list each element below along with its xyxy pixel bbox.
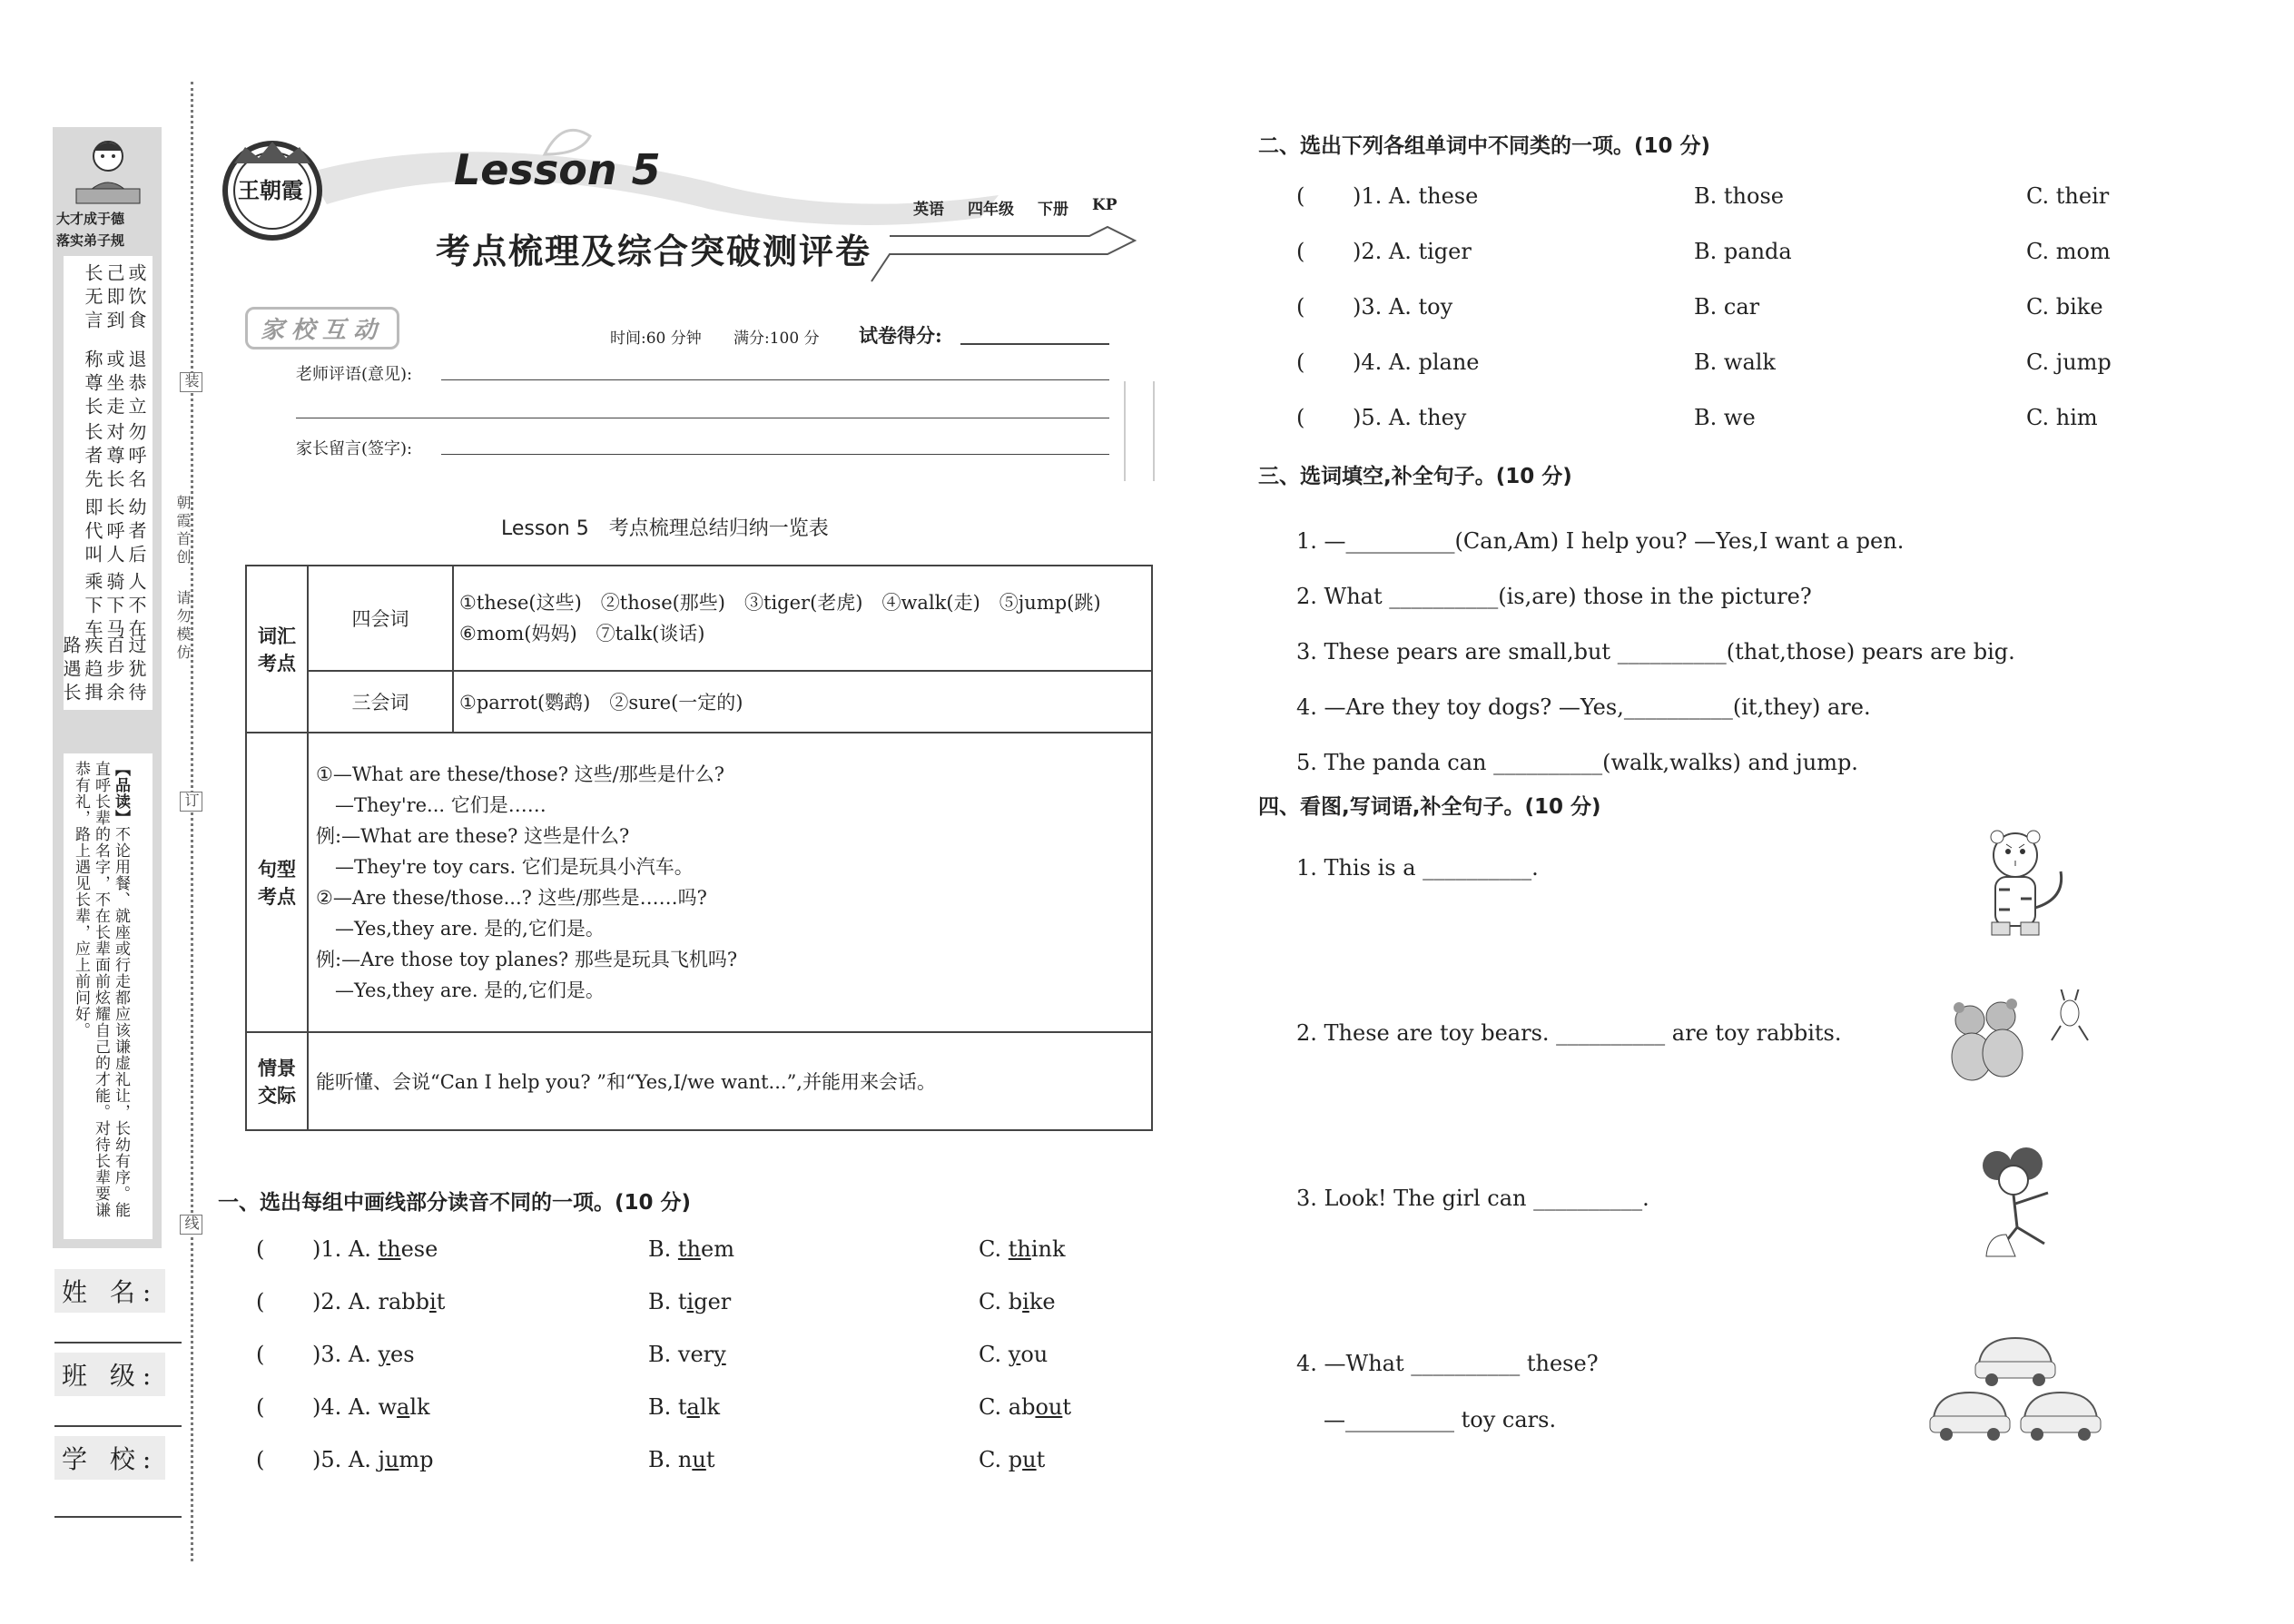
underlined-letters: i [686, 1289, 694, 1314]
question-row[interactable] [1296, 183, 2204, 239]
verse-column: 疾趋揖 [82, 635, 103, 706]
four-skill-label: 四会词 [308, 566, 453, 671]
underlined-letters: th [1008, 1236, 1031, 1262]
option: B. panda [1694, 239, 1792, 264]
option-text: es [390, 1342, 415, 1367]
option: )3. A. toy [1353, 294, 1453, 320]
option [979, 1342, 1048, 1367]
verse-column: 幼者后 [125, 497, 147, 568]
verse-column: 乘下车 [82, 572, 103, 643]
sentence-line: 例:—Are those toy planes? 那些是玩具飞机吗? [316, 949, 738, 970]
option-text: lk [699, 1394, 721, 1420]
option-text: ke [1029, 1289, 1056, 1314]
picture-item[interactable]: 4. —What __________ these? [1296, 1351, 1599, 1376]
option: )4. A. plane [1353, 349, 1480, 375]
picture-item[interactable]: 1. This is a __________. [1296, 855, 1539, 881]
running-girl-picture [1970, 1144, 2079, 1271]
fill-item[interactable]: 4. —Are they toy dogs? —Yes,__________(it,they) are. [1296, 694, 1871, 720]
option-text: ese [400, 1236, 438, 1262]
answer-bracket[interactable]: ( [256, 1394, 265, 1420]
situation-label: 情景交际 [258, 1057, 296, 1107]
option-text: C. [979, 1342, 1009, 1367]
underlined-letters: y [1008, 1342, 1021, 1367]
option [648, 1289, 731, 1314]
option-text: )1. A. [312, 1236, 379, 1262]
verse-columns-6 [60, 635, 147, 708]
situation-label-cell [246, 1032, 308, 1130]
full-score: 满分:100 分 [733, 330, 820, 348]
four-skill-cell [453, 566, 1152, 671]
vocab-label-cell [246, 566, 308, 733]
option-text: j [378, 1447, 385, 1472]
underlined-letters: a [686, 1394, 700, 1420]
option [312, 1236, 438, 1262]
underlined-letters: u [384, 1447, 399, 1472]
underlined-letters: a [397, 1394, 410, 1420]
option: C. bike [2026, 294, 2103, 320]
option: B. those [1694, 183, 1784, 209]
parent-message-label: 家长留言(签字): [296, 439, 413, 458]
verse-column: 或饮食 [125, 263, 147, 334]
option-text: )5. A. [312, 1447, 379, 1472]
verse-column: 或坐走 [103, 349, 125, 420]
margin-note: 朝霞首创 [174, 495, 192, 567]
tag-term: 下册 [1038, 201, 1068, 219]
option-text: t [705, 1447, 715, 1472]
underlined-letters: i [1022, 1289, 1029, 1314]
underlined-letters: ou [1035, 1394, 1063, 1420]
option [648, 1342, 726, 1367]
overview-table [245, 565, 1153, 1131]
section3-title: 三、选词填空,补全句子。(10 分) [1258, 465, 1572, 488]
option-text: t [1062, 1394, 1071, 1420]
verse-column: 称尊长 [82, 349, 103, 420]
decorative-bars [1124, 381, 1155, 481]
three-skill-words: ①parrot(鹦鹉) ②sure(一定的) [453, 671, 1152, 733]
section1-title: 一、选出每组中画线部分读音不同的一项。(10 分) [218, 1191, 692, 1215]
verse-column: 长呼人 [103, 497, 125, 568]
option-text: )4. A. [312, 1394, 379, 1420]
picture-item[interactable]: 2. These are toy bears. __________ are toy rabbits. [1296, 1020, 1842, 1046]
answer-bracket[interactable]: ( [1296, 239, 1305, 264]
cut-mark: 线 [180, 1215, 202, 1235]
verse-column: 过犹待 [125, 635, 147, 706]
situation-text: 能听懂、会说“Can I help you? ”和“Yes,I/we want...”,并能用来会话。 [308, 1032, 1152, 1130]
four-skill-line2: ⑥mom(妈妈) ⑦talk(谈话) [459, 623, 705, 645]
option-text: C. ab [979, 1394, 1036, 1420]
answer-bracket[interactable]: ( [256, 1342, 265, 1367]
option-text: em [701, 1236, 734, 1262]
section1-list [256, 1236, 1127, 1500]
question-row[interactable] [1296, 405, 2204, 460]
tag-subject: 英语 [913, 201, 944, 219]
option [648, 1447, 714, 1472]
verse-column: 百步余 [103, 635, 125, 706]
parent-message-line[interactable] [441, 454, 1109, 455]
binding-line [191, 82, 193, 1561]
section4-title: 四、看图,写词语,补全句子。(10 分) [1258, 795, 1601, 819]
option: )5. A. they [1353, 405, 1467, 430]
option [648, 1236, 734, 1262]
exam-time: 时间:60 分钟 [610, 330, 702, 348]
sentence-line: —They're... 它们是…… [316, 794, 546, 816]
underlined-letters: u [692, 1447, 706, 1472]
name-line[interactable] [54, 1342, 182, 1343]
verse-column: 骑下马 [103, 572, 125, 643]
section2-list [1296, 183, 2204, 460]
option-text: B. t [648, 1394, 687, 1420]
pindu-title: 【品读】 [112, 761, 130, 826]
option: B. car [1694, 294, 1760, 320]
bears-rabbits-picture [1943, 989, 2097, 1089]
sentence-line: —Yes,they are. 是的,它们是。 [316, 918, 605, 940]
option [312, 1394, 430, 1420]
answer-bracket[interactable]: ( [256, 1289, 265, 1314]
school-label: 学 校: [54, 1436, 165, 1480]
question-row[interactable] [1296, 239, 2204, 294]
section3-list [1296, 514, 2015, 791]
motto-1: 大才成于德 [56, 211, 125, 227]
underlined-letters: th [378, 1236, 401, 1262]
question-row[interactable] [1296, 349, 2204, 405]
teacher-comment-line[interactable] [441, 379, 1109, 380]
option-text: B. [648, 1236, 678, 1262]
answer-bracket[interactable]: ( [1296, 405, 1305, 430]
sentence-label-cell [246, 733, 308, 1032]
option: C. him [2026, 405, 2098, 430]
verse-column: 勿呼名 [125, 422, 147, 493]
score-field[interactable] [960, 343, 1109, 345]
pindu-text: 不论用餐、就座或行走都应该谦虚礼让，长幼有序。能直呼长辈的名字，不在长辈面前炫耀自己的才能。对待长辈要谦恭有礼，路上遇见长辈，应上前问好。 [72, 761, 130, 1218]
option [648, 1394, 720, 1420]
sentence-line: —They're toy cars. 它们是玩具小汽车。 [316, 856, 694, 878]
verse-column: 长无言 [82, 263, 103, 334]
option-text: C. p [979, 1447, 1023, 1472]
option [979, 1236, 1066, 1262]
sentence-line: ①—What are these/those? 这些/那些是什么? [316, 763, 724, 785]
option-text: ou [1020, 1342, 1049, 1367]
verse-column: 己即到 [103, 263, 125, 334]
option [312, 1447, 434, 1472]
question-row[interactable] [256, 1289, 1127, 1342]
question-row[interactable] [256, 1394, 1127, 1447]
class-line[interactable] [54, 1425, 182, 1427]
sentence-label: 句型考点 [258, 858, 296, 908]
cut-mark: 订 [180, 792, 202, 812]
fill-item[interactable]: 5. The panda can __________(walk,walks) and jump. [1296, 750, 1858, 775]
class-label: 班 级: [54, 1353, 165, 1396]
option-text: B. t [648, 1289, 687, 1314]
vocab-label: 词汇考点 [258, 625, 296, 674]
fill-item[interactable]: 1. —__________(Can,Am) I help you? —Yes,I want a pen. [1296, 528, 1905, 554]
option: B. walk [1694, 349, 1776, 375]
overview-title: Lesson 5 考点梳理总结归纳一览表 [501, 517, 829, 540]
option [979, 1394, 1071, 1420]
underlined-letters: th [677, 1236, 702, 1262]
option-text: C. b [979, 1289, 1023, 1314]
four-skill-line1: ①these(这些) ②those(那些) ③tiger(老虎) ④walk(走) ⑤jump(跳) [459, 592, 1101, 614]
verse-column: 对尊长 [103, 422, 125, 493]
option-text: ger [694, 1289, 732, 1314]
section2-title: 二、选出下列各组单词中不同类的一项。(10 分) [1258, 134, 1711, 158]
pindu-text-block [71, 761, 131, 1233]
tag-grade: 四年级 [968, 201, 1014, 219]
fill-item[interactable]: 3. These pears are small,but __________(that,those) pears are big. [1296, 639, 2015, 664]
option [312, 1289, 445, 1314]
option-text: )3. A. [312, 1342, 379, 1367]
underlined-letters: i [429, 1289, 437, 1314]
sentence-line: —Yes,they are. 是的,它们是。 [316, 979, 605, 1001]
score-label: 试卷得分: [859, 324, 942, 347]
option: )1. A. these [1353, 183, 1479, 209]
answer-bracket[interactable]: ( [256, 1236, 265, 1262]
option: C. their [2026, 183, 2110, 209]
option-text: rabb [378, 1289, 429, 1314]
option-text: t [436, 1289, 446, 1314]
verse-column: 退恭立 [125, 349, 147, 420]
lesson-heading: Lesson 5 [454, 145, 661, 194]
sentence-line: ②—Are these/those...? 这些/那些是……吗? [316, 887, 707, 909]
option-text: mp [399, 1447, 434, 1472]
question-row[interactable] [1296, 294, 2204, 349]
tag-edition: KP [1092, 196, 1117, 214]
underlined-letters: y [378, 1342, 391, 1367]
option: B. we [1694, 405, 1756, 430]
page-title: 考点梳理及综合突破测评卷 [436, 231, 872, 271]
subject-tags [913, 196, 1117, 219]
option-text: ink [1030, 1236, 1066, 1262]
option: C. mom [2026, 239, 2111, 264]
toy-cars-picture [1925, 1327, 2106, 1445]
tiger-picture [1970, 826, 2088, 944]
answer-bracket[interactable]: ( [1296, 183, 1305, 209]
three-skill-label: 三会词 [308, 671, 453, 733]
picture-item[interactable]: —__________ toy cars. [1324, 1407, 1557, 1432]
question-row[interactable] [256, 1447, 1127, 1500]
option-text: )2. A. [312, 1289, 379, 1314]
fill-item[interactable]: 2. What __________(is,are) those in the picture? [1296, 584, 1812, 609]
option [312, 1342, 415, 1367]
motto-2: 落实弟子规 [56, 232, 125, 249]
option-text: w [378, 1394, 398, 1420]
option: )2. A. tiger [1353, 239, 1472, 264]
question-row[interactable] [256, 1236, 1127, 1289]
option-text: B. ver [648, 1342, 714, 1367]
underlined-letters: u [1022, 1447, 1037, 1472]
teacher-comment-label: 老师评语(意见): [296, 365, 413, 384]
verse-column: 长者先 [82, 422, 103, 493]
question-row[interactable] [256, 1342, 1127, 1394]
verse-column: 即代叫 [82, 497, 103, 568]
option [979, 1289, 1056, 1314]
verse-column: 人不在 [125, 572, 147, 643]
option: C. jump [2026, 349, 2112, 375]
answer-bracket[interactable]: ( [1296, 349, 1305, 375]
cut-mark: 装 [180, 372, 202, 392]
verse-column: 路遇长 [60, 635, 82, 706]
picture-item[interactable]: 3. Look! The girl can __________. [1296, 1186, 1649, 1211]
option-text: B. n [648, 1447, 693, 1472]
logo-text: 王朝霞 [238, 177, 303, 203]
margin-note: 请勿模仿 [174, 590, 192, 663]
boy-illustration [64, 134, 153, 207]
option-text: lk [409, 1394, 430, 1420]
answer-bracket[interactable]: ( [256, 1447, 265, 1472]
sentence-cell [308, 733, 1152, 1032]
sentence-line: 例:—What are these? 这些是什么? [316, 825, 630, 847]
underlined-letters: y [714, 1342, 726, 1367]
name-label: 姓 名: [54, 1269, 165, 1313]
option-text: C. [979, 1236, 1009, 1262]
school-line[interactable] [54, 1516, 182, 1518]
home-school-badge: 家校互动 [245, 307, 399, 349]
option-text: t [1036, 1447, 1046, 1472]
answer-bracket[interactable]: ( [1296, 294, 1305, 320]
option [979, 1447, 1045, 1472]
